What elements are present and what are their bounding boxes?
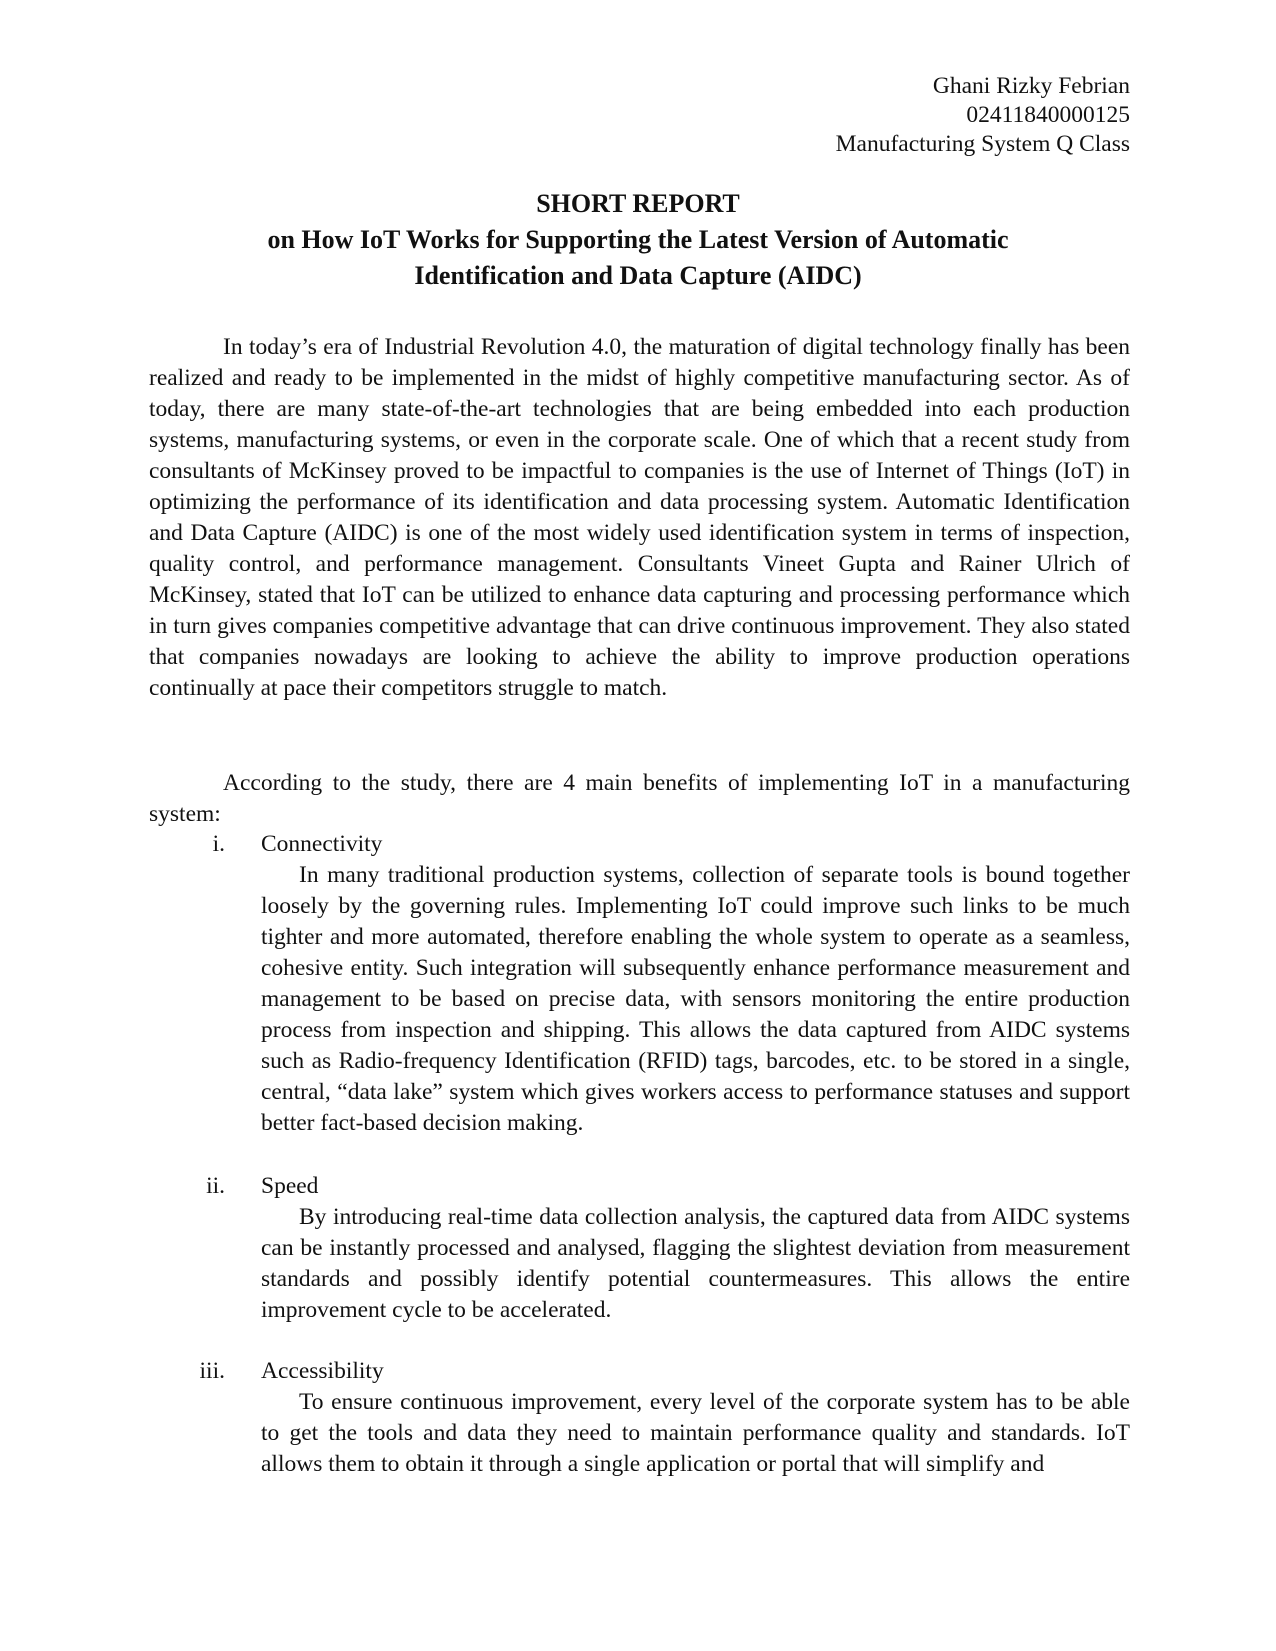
list-body: To ensure continuous improvement, every level of the corporate system has to be able to get the tools and data they need to maintain performance quality and standards. IoT allows them to obtain it through a single application or portal that will simplify and	[261, 1389, 1130, 1477]
list-body: By introducing real-time data collection analysis, the captured data from AIDC systems can be instantly processed and analysed, flagging the slightest deviation from measurement standards and possibly identify potential countermeasures. This allows the entire improvement cycle to be accelerated.	[261, 1204, 1130, 1323]
list-marker: i.	[212, 831, 225, 857]
title-line-3: Identification and Data Capture (AIDC)	[414, 261, 862, 290]
list-body: In many traditional production systems, collection of separate tools is bound together loosely by the governing rules. Implementing IoT could improve such links to be much tighter and more automated, therefore enabling the whole system to operate as a seamless, cohesive entity. Such integration will subsequently enhance performance measurement and management to be based on precise data, with sensors monitoring the entire production process from inspection and shipping. This allows the data captured from AIDC systems such as Radio-frequency Identification (RFID) tags, barcodes, etc. to be stored in a single, central, “data lake” system which gives workers access to performance statuses and support better fact-based decision making.	[261, 862, 1130, 1136]
title-line-2: on How IoT Works for Supporting the Latest Version of Automatic	[267, 225, 1009, 254]
benefits-intro-paragraph: According to the study, there are 4 main benefits of implementing IoT in a manufacturing system:	[149, 770, 1130, 827]
author-name: Ghani Rizky Febrian	[932, 73, 1130, 99]
list-heading: Connectivity	[261, 831, 383, 857]
title-line-1: SHORT REPORT	[536, 189, 740, 218]
list-heading: Speed	[261, 1173, 319, 1199]
list-marker: ii.	[206, 1173, 225, 1199]
report-title	[0, 186, 1276, 294]
author-block	[836, 72, 1130, 159]
author-class: Manufacturing System Q Class	[835, 131, 1130, 157]
list-heading: Accessibility	[261, 1358, 384, 1384]
intro-paragraph: In today’s era of Industrial Revolution 4.0, the maturation of digital technology finally has been realized and ready to be implemented in the midst of highly competitive manufacturing sector. As of today, there are many state-of-the-art technologies that are being embedded into each production systems, manufacturing systems, or even in the corporate scale. One of which that a recent study from consultants of McKinsey proved to be impactful to companies is the use of Internet of Things (IoT) in optimizing the performance of its identification and data processing system. Automatic Identification and Data Capture (AIDC) is one of the most widely used identification system in terms of inspection, quality control, and performance management. Consultants Vineet Gupta and Rainer Ulrich of McKinsey, stated that IoT can be utilized to enhance data capturing and processing performance which in turn gives companies competitive advantage that can drive continuous improvement. They also stated that companies nowadays are looking to achieve the ability to improve production operations continually at pace their competitors struggle to match.	[149, 334, 1130, 701]
author-id: 02411840000125	[966, 102, 1130, 128]
list-marker: iii.	[199, 1358, 225, 1384]
